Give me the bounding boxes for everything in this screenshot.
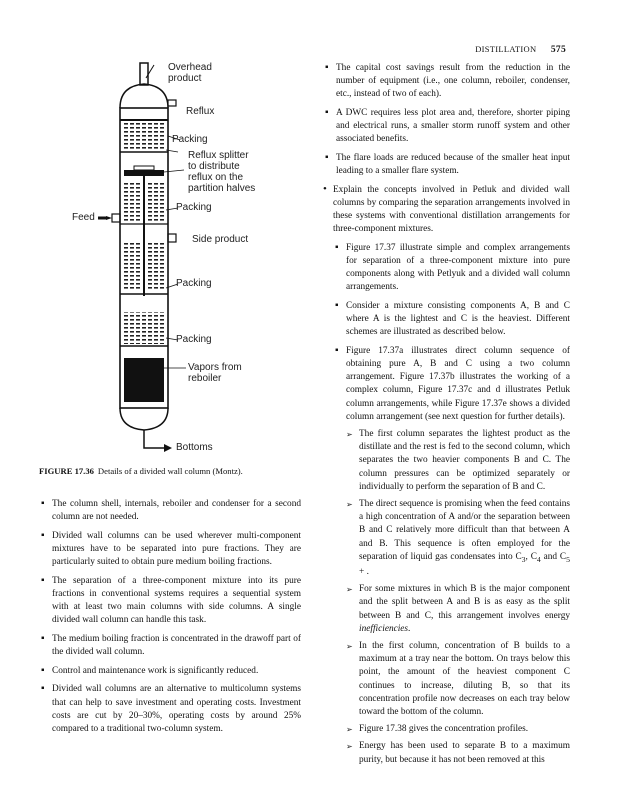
- label-feed: Feed: [72, 212, 95, 223]
- arrow-item: ➢ Figure 17.38 gives the concentration profiles.: [346, 723, 570, 736]
- label-packing-lower: Packing: [176, 334, 212, 345]
- label-vapors-2: reboiler: [188, 373, 222, 384]
- label-overhead: Overhead: [168, 62, 212, 73]
- label-packing-top: Packing: [172, 134, 208, 145]
- list-item: ▪ Control and maintenance work is significantly reduced.: [39, 665, 301, 678]
- running-header: [475, 44, 566, 55]
- packing-top-bed: [122, 122, 166, 150]
- list-item: [333, 345, 570, 767]
- label-side-product: Side product: [192, 234, 249, 245]
- overhead-nozzle: [140, 63, 148, 85]
- label-packing-middle: Packing: [176, 278, 212, 289]
- caption-label: FIGURE 17.36: [39, 466, 94, 476]
- list-item: ▪ The flare loads are reduced because of the smaller heat input leading to a smaller flare system.: [323, 152, 570, 178]
- label-bottoms: Bottoms: [176, 442, 213, 453]
- list-item: ▪ The capital cost savings result from the reduction in the number of equipment (i.e., one column, reboiler, condenser, etc., instead of two of each).: [323, 62, 570, 102]
- list-item: ▪ The separation of a three-component mixture into its pure fractions in conventional systems requires a sequential system with at least two main columns with side columns. A single divided wall column can handle this task.: [39, 575, 301, 628]
- label-splitter-4: partition halves: [188, 183, 256, 194]
- reflux-splitter: [124, 170, 164, 176]
- column-top-cap: [120, 84, 168, 108]
- figure-caption: [39, 466, 243, 476]
- list-item: ▪ Figure 17.37 illustrate simple and complex arrangements for separation of a three-component mixture into pure components along with Petlyuk and a divided wall column arrangements.: [333, 242, 570, 295]
- list-item: ▪ Consider a mixture consisting components A, B and C where A is the lightest and C is the heaviest. Different schemes are illustrated as described below.: [333, 300, 570, 340]
- label-splitter-3: reflux on the: [188, 172, 244, 183]
- label-packing-upper: Packing: [176, 202, 212, 213]
- section-title: DISTILLATION: [475, 44, 537, 54]
- label-reflux: Reflux: [186, 106, 215, 117]
- packing-lower-bed: [122, 312, 166, 344]
- arrow-item: ➢ Energy has been used to separate B to a maximum purity, but because it has not been removed at this: [346, 740, 570, 766]
- label-splitter-2: to distribute: [188, 161, 240, 172]
- main-point-text: Explain the concepts involved in Petluk and divided wall columns by comparing the separation arrangements involved in these systems with conventional distillation arrangements for three-component mixtures.: [333, 184, 570, 235]
- main-point: [323, 184, 570, 767]
- list-item: ▪ Divided wall columns can be used wherever multi-component mixtures have to be separated into pure fractions. They are particularly suited to obtain pure medium boiling fractions.: [39, 530, 301, 570]
- list-item: ▪ The medium boiling fraction is concentrated in the drawoff part of the divided wall column.: [39, 633, 301, 659]
- label-vapors-1: Vapors from: [188, 362, 242, 373]
- figure-divided-wall-column: [72, 62, 288, 454]
- list-item: ▪ Divided wall columns are an alternative to multicolumn systems that can help to save investment and operating costs. Investment costs are cut by 20–30%, operating costs by around 25% compared to a traditional two-column system.: [39, 683, 301, 736]
- bottoms-pipe: [144, 430, 164, 448]
- right-column: [323, 62, 570, 772]
- vapor-section: [124, 358, 164, 402]
- column-diagram: [88, 62, 288, 454]
- arrow-item: ➢ In the first column, concentration of B builds to a maximum at a tray near the bottom. On trays below this point, the amount of the heaviest component C continues to increase, diluting B, so that its concentration profile now decreases on each tray below toward the bottom of the column.: [346, 640, 570, 719]
- arrow-item: ➢ For some mixtures in which B is the major component and the split between A and B is as easy as the split between B and C, this arrangement involves energy inefficiencies.: [346, 583, 570, 636]
- label-product: product: [168, 73, 202, 84]
- page-number: 575: [550, 45, 566, 55]
- arrow-item: ➢ The direct sequence is promising when the feed contains a high concentration of A and/or the separation between B and C relatively more difficult than that between A and B. This sequence is often employed for the separation of liquid gas condensates into $C_3$, $C_4$ and $C_5$ + .: [346, 498, 570, 579]
- list-item-text: Figure 17.37a illustrates direct column sequence of obtaining pure A, B and C using a two column arrangement. Figure 17.37b illustrates the working of a complex column, Figure 17.37c and d illustrates Petluk column arrangements, while Figure 17.37e shows a divided column arrangement (see next question for further details).: [346, 345, 570, 422]
- list-item: ▪ A DWC requires less plot area and, therefore, shorter piping and electrical runs, a smaller storm runoff system and other associated benefits.: [323, 107, 570, 147]
- arrow-item: ➢ The first column separates the lightest product as the distillate and the rest is fed to the second column, which separates the two heavier components B and C. The column pressures can be optimized separately or individually to perform the separation of B and C.: [346, 428, 570, 494]
- list-item: ▪ The column shell, internals, reboiler and condenser for a second column are not needed.: [39, 498, 301, 524]
- left-column: [39, 498, 301, 742]
- label-splitter-1: Reflux splitter: [188, 150, 249, 161]
- caption-text: Details of a divided wall column (Montz).: [97, 466, 243, 476]
